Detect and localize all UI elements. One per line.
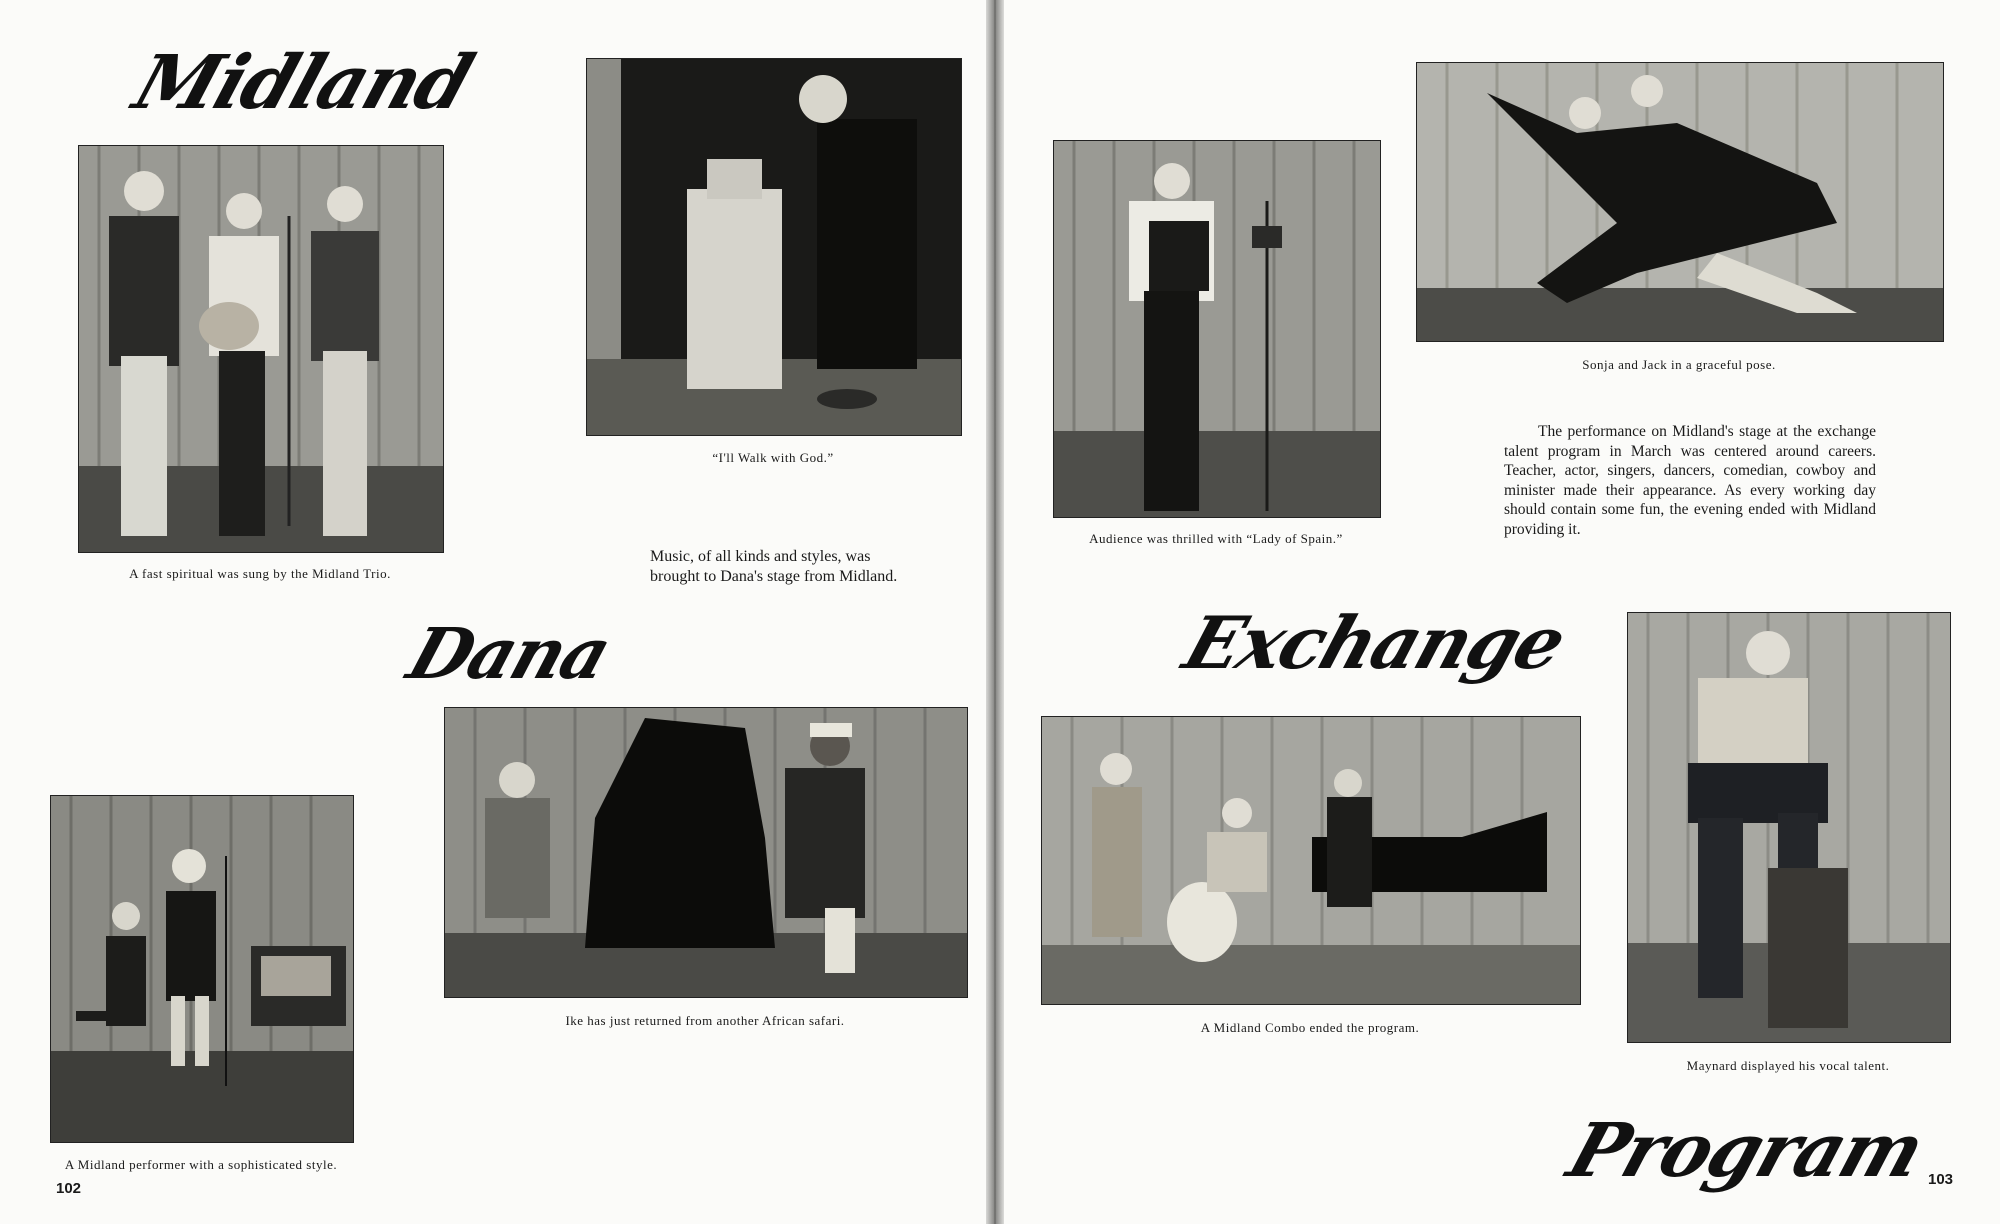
page-number-right: 103 <box>1928 1171 1954 1188</box>
caption-combo: A Midland Combo ended the program. <box>1200 1020 1420 1035</box>
photo-walk-with-god <box>586 58 962 436</box>
photo-midland-trio <box>78 145 444 553</box>
heading-midland: Midland <box>124 40 482 126</box>
page-number-left: 102 <box>56 1180 82 1197</box>
photo-midland-performer <box>50 795 354 1143</box>
caption-sonja: Sonja and Jack in a graceful pose. <box>1582 357 1776 372</box>
caption-accordion: Audience was thrilled with “Lady of Spain.” <box>1089 531 1343 546</box>
caption-maynard: Maynard displayed his vocal talent. <box>1686 1058 1890 1073</box>
photo-accordion-player <box>1053 140 1381 518</box>
photo-sonja-jack <box>1416 62 1944 342</box>
book-gutter <box>986 0 1004 1224</box>
photo-ike-safari <box>444 707 968 998</box>
caption-ike: Ike has just returned from another African safari. <box>565 1013 845 1028</box>
caption-trio: A fast spiritual was sung by the Midland Trio. <box>129 566 391 581</box>
photo-maynard <box>1627 612 1951 1043</box>
heading-program: Program <box>1558 1108 1933 1194</box>
photo-midland-combo <box>1041 716 1581 1005</box>
caption-performer: A Midland performer with a sophisticated style. <box>64 1157 338 1172</box>
heading-dana: Dana <box>398 612 620 695</box>
paragraph-music: Music, of all kinds and styles, was brought to Dana's stage from Midland. <box>650 548 898 585</box>
heading-exchange: Exchange <box>1174 600 1575 685</box>
caption-walk: “I'll Walk with God.” <box>712 450 834 465</box>
paragraph-performance: The performance on Midland's stage at the exchange talent program in March was centered around careers. Teacher, actor, singers, dancers, comedian, cowboy and minister made their appearance. As every working day should contain some fun, the evening ended with Midland providing it. <box>1504 423 1876 538</box>
